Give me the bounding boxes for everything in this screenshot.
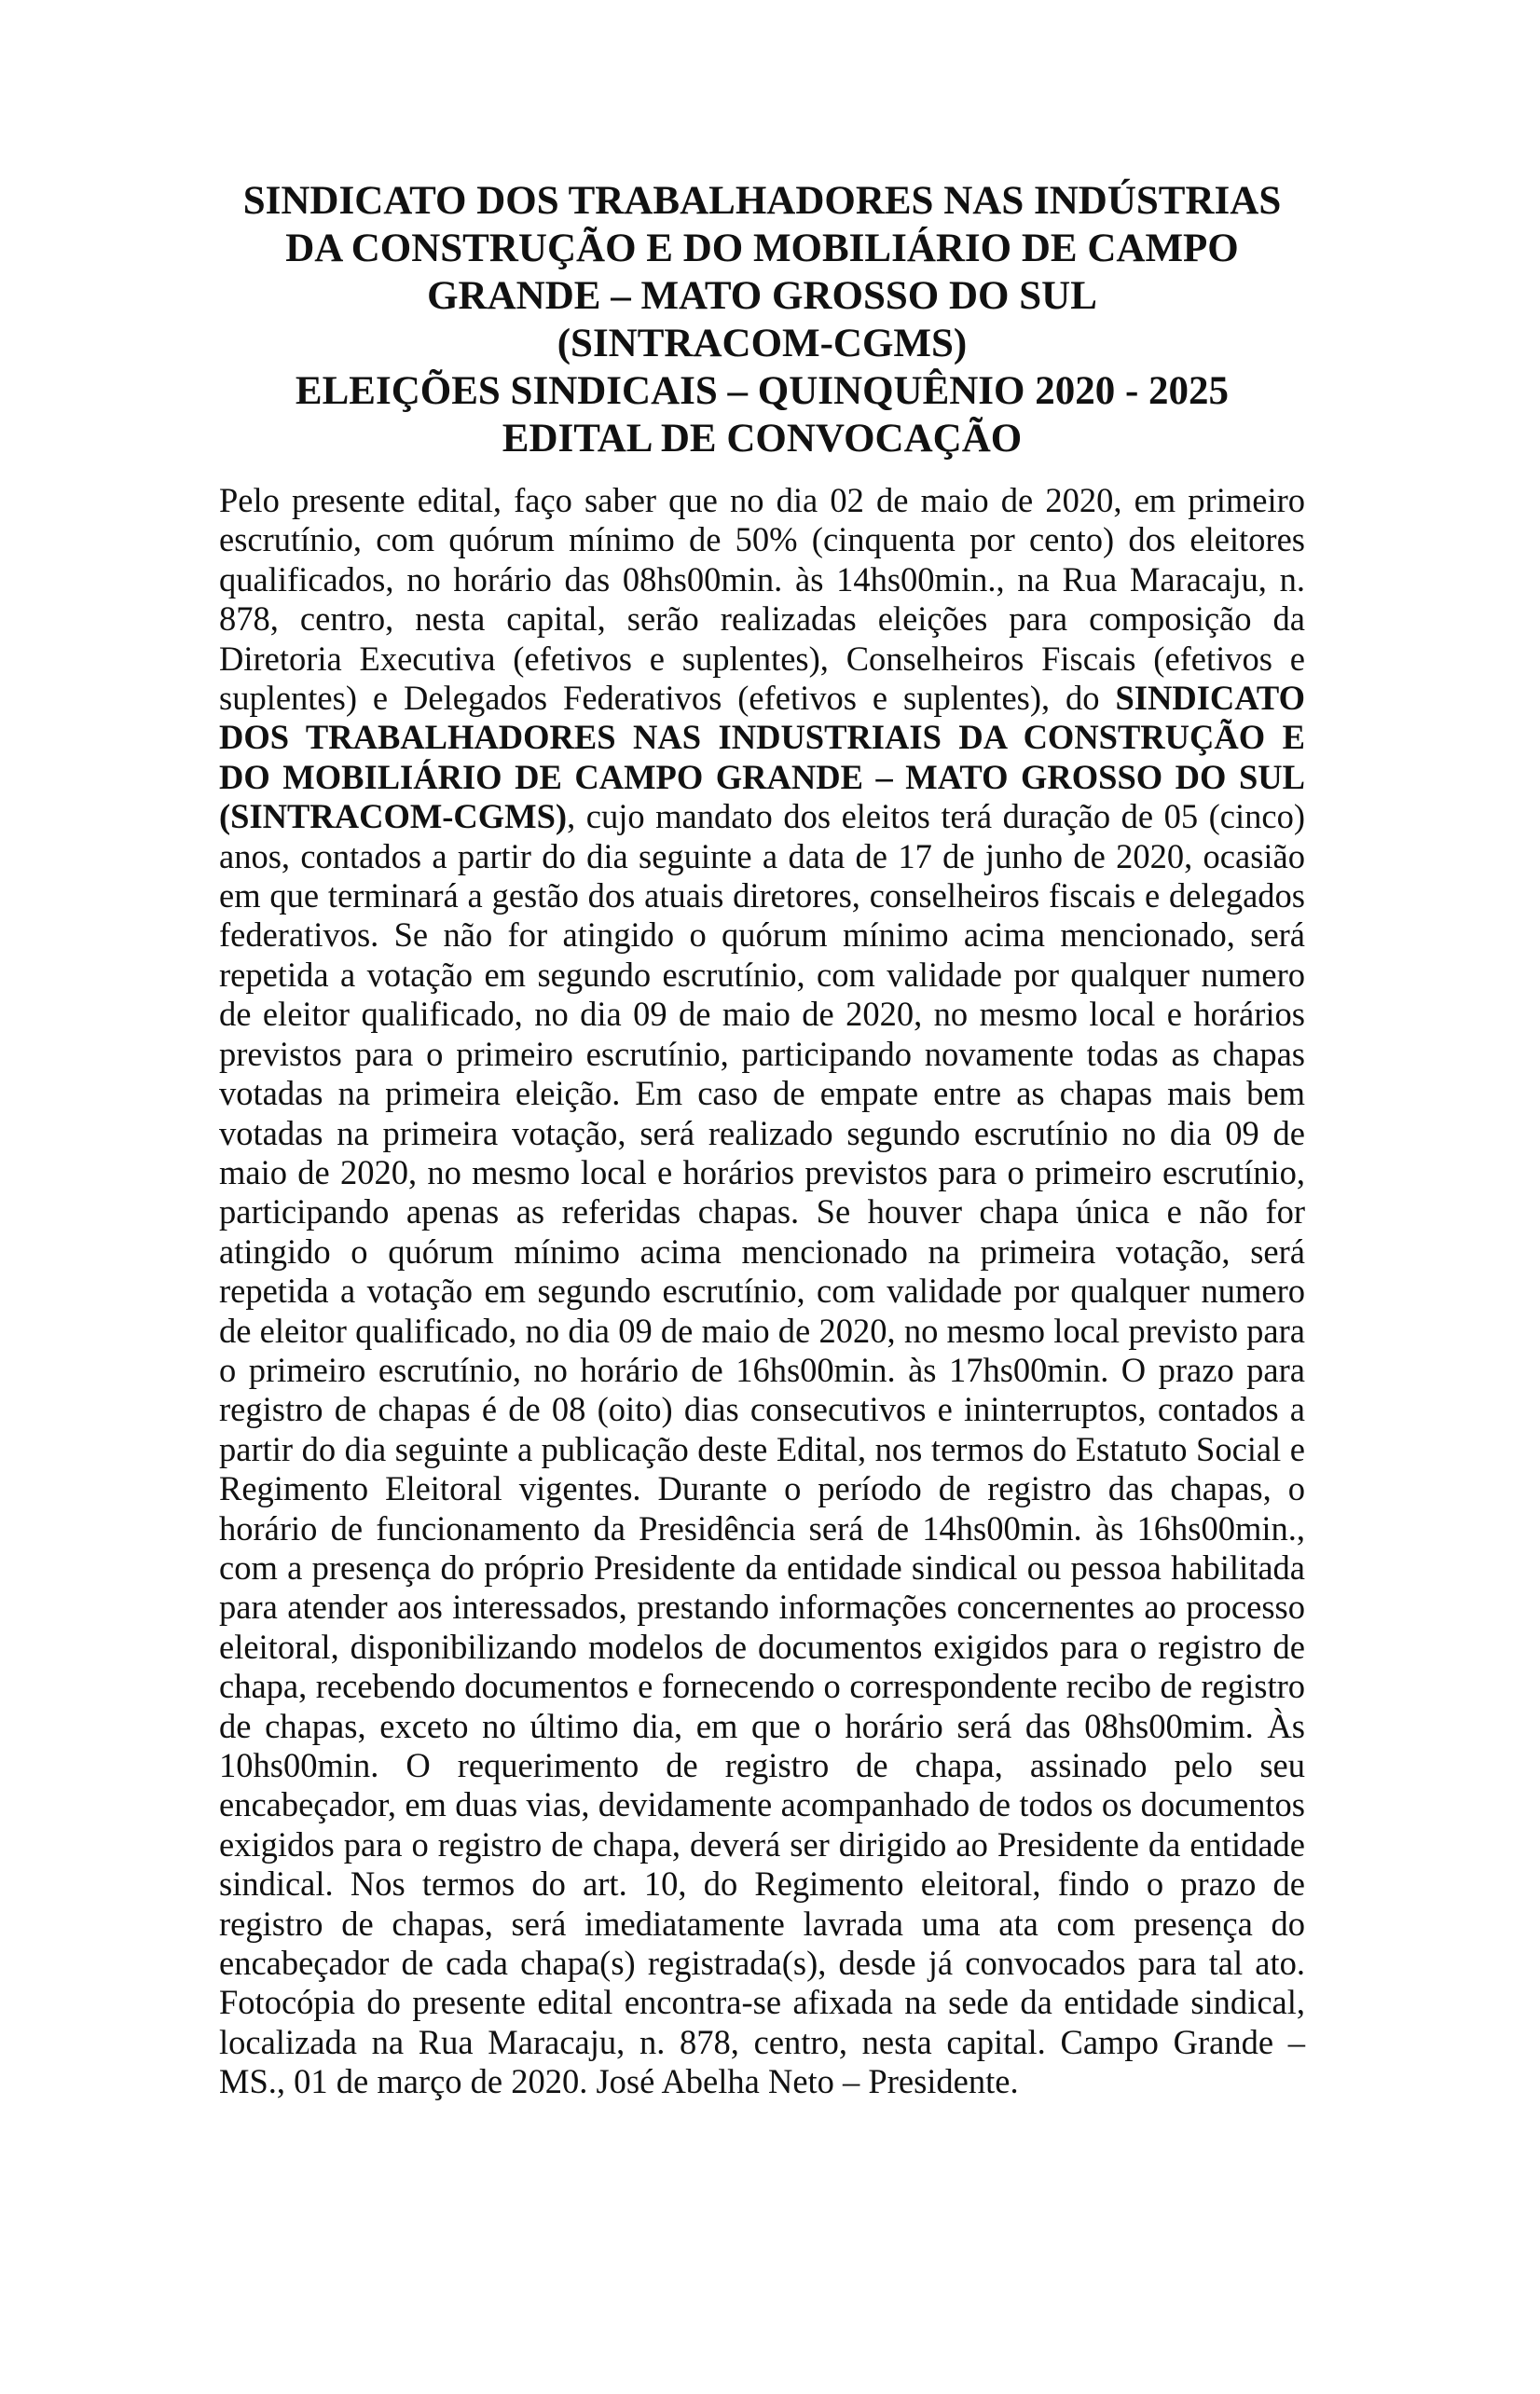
header-line-6: EDITAL DE CONVOCAÇÃO <box>502 417 1023 461</box>
body-text-part-1: Pelo presente edital, faço saber que no dia 02 de maio de 2020, em primeiro escrutínio, com quórum mínimo de 50% (cinquenta por cento) dos eleitores qualificados, no horário das 08hs00min. às 14hs00min., na Rua Maracaju, n. 878, centro, nesta capital, serão realizadas eleições para composição da Diretoria Executiva (efetivos e suplentes), Conselheiros Fiscais (efetivos e suplentes) e Delegados Federativos (efetivos e suplentes), do <box>219 481 1305 718</box>
entity-name-bold: SINDICATO DOS TRABALHADORES NAS INDUSTRIAIS DA CONSTRUÇÃO E DO MOBILIÁRIO DE CAMPO GRANDE – MATO GROSSO DO SUL (SINTRACOM-CGMS) <box>219 679 1305 836</box>
edital-page <box>219 177 1305 2102</box>
header-line-2: DA CONSTRUÇÃO E DO MOBILIÁRIO DE CAMPO <box>285 227 1239 270</box>
header-line-1: SINDICATO DOS TRABALHADORES NAS INDÚSTRIAS <box>242 179 1282 223</box>
header-line-3: GRANDE – MATO GROSSO DO SUL <box>427 274 1097 318</box>
header-line-5: ELEIÇÕES SINDICAIS – QUINQUÊNIO 2020 - 2025 <box>295 369 1230 413</box>
body-text-part-2: , cujo mandato dos eleitos terá duração de 05 (cinco) anos, contados a partir do dia seguinte a data de 17 de junho de 2020, ocasião em que terminará a gestão dos atuais diretores, conselheiros fiscais e delegados federativos. Se não for atingido o quórum mínimo acima mencionado, será repetida a votação em segundo escrutínio, com validade por qualquer numero de eleitor qualificado, no dia 09 de maio de 2020, no mesmo local e horários previstos para o primeiro escrutínio, participando novamente todas as chapas votadas na primeira eleição. Em caso de empate entre as chapas mais bem votadas na primeira votação, será realizado segundo escrutínio no dia 09 de maio de 2020, no mesmo local e horários previstos para o primeiro escrutínio, participando apenas as referidas chapas. Se houver chapa única e não for atingido o quórum mínimo acima mencionado na primeira votação, será repetida a votação em segundo escrutínio, com validade por qualquer numero de eleitor qualificado, no dia 09 de maio de 2020, no mesmo local previsto para o primeiro escrutínio, no horário de 16hs00min. às 17hs00min. O prazo para registro de chapas é de 08 (oito) dias consecutivos e ininterruptos, contados a partir do dia seguinte a publicação deste Edital, nos termos do Estatuto Social e Regimento Eleitoral vigentes. Durante o período de registro das chapas, o horário de funcionamento da Presidência será de 14hs00min. às 16hs00min., com a presença do próprio Presidente da entidade sindical ou pessoa habilitada para atender aos interessados, prestando informações concernentes ao processo eleitoral, disponibilizando modelos de documentos exigidos para o registro de chapa, recebendo documentos e fornecendo o correspondente recibo de registro de chapas, exceto no último dia, em que o horário será das 08hs00mim. Às 10hs00min. O requerimento de registro de chapa, assinado pelo seu encabeçador, em duas vias, devidamente acompanhado de todos os documentos exigidos para o registro de chapa, deverá ser dirigido ao Presidente da entidade sindical. Nos termos do art. 10, do Regimento eleitoral, findo o prazo de registro de chapas, será imediatamente lavrada uma ata com presença do encabeçador de cada chapa(s) registrada(s), desde já convocados para tal ato. Fotocópia do presente edital encontra-se afixada na sede da entidade sindical, localizada na Rua Maracaju, n. 878, centro, nesta capital. Campo Grande – MS., 01 de março de 2020. José Abelha Neto – Presidente. <box>219 797 1305 2101</box>
document-header <box>219 177 1305 462</box>
edital-body <box>219 481 1305 2102</box>
header-line-4: (SINTRACOM-CGMS) <box>557 322 968 365</box>
